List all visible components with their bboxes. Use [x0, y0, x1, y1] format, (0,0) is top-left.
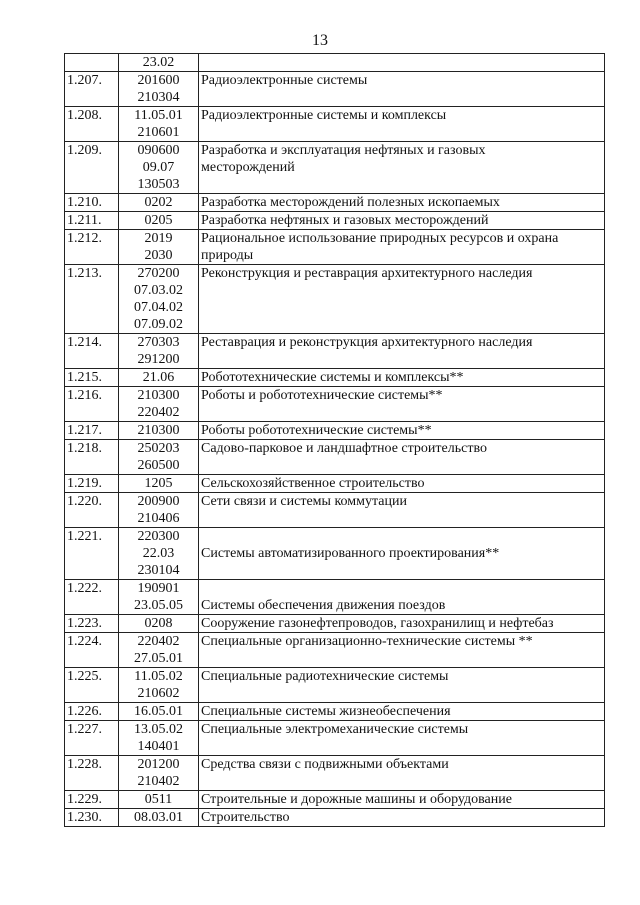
specialty-codes	[119, 387, 199, 422]
specialty-code: 07.09.02	[134, 317, 183, 332]
specialty-name-line	[201, 580, 602, 597]
specialty-code: 210601	[137, 125, 180, 140]
specialty-code: 210402	[137, 774, 180, 789]
specialty-name-line: Реставрация и реконструкция архитектурного наследия	[201, 335, 533, 350]
specialty-code: 0202	[144, 195, 173, 210]
specialty-name-line: Сооружение газонефтепроводов, газохранилищ и нефтебаз	[201, 616, 554, 631]
row-number: 1.220.	[65, 493, 119, 528]
specialty-codes	[119, 809, 199, 827]
specialty-code: 11.05.01	[134, 108, 183, 123]
specialty-name-line: месторождений	[201, 160, 295, 175]
specialty-codes	[119, 265, 199, 334]
table-row	[65, 334, 605, 369]
specialty-name	[199, 387, 605, 422]
specialty-name	[199, 791, 605, 809]
specialty-name	[199, 475, 605, 493]
specialty-code: 270200	[137, 266, 180, 281]
specialty-code: 0208	[144, 616, 173, 631]
specialty-name	[199, 633, 605, 668]
specialty-code: 21.06	[142, 370, 175, 385]
specialty-codes	[119, 633, 199, 668]
specialty-code: 200900	[137, 494, 180, 509]
table-row	[65, 633, 605, 668]
table-row	[65, 265, 605, 334]
specialty-name-line: Разработка и эксплуатация нефтяных и газовых	[201, 143, 486, 158]
specialty-name	[199, 230, 605, 265]
table-row	[65, 528, 605, 580]
specialty-code: 2019	[144, 231, 173, 246]
row-number: 1.221.	[65, 528, 119, 580]
row-number: 1.228.	[65, 756, 119, 791]
specialty-name-line: Садово-парковое и ландшафтное строительство	[201, 441, 487, 456]
table-row	[65, 230, 605, 265]
specialty-name-line: Разработка нефтяных и газовых месторождений	[201, 213, 489, 228]
specialty-code: 201200	[137, 757, 180, 772]
specialty-name	[199, 194, 605, 212]
row-number: 1.222.	[65, 580, 119, 615]
row-number: 1.218.	[65, 440, 119, 475]
table-row	[65, 809, 605, 827]
page-number: 13	[312, 32, 328, 49]
specialty-codes	[119, 615, 199, 633]
row-number	[65, 54, 119, 72]
specialty-code: 23.05.05	[134, 598, 183, 613]
specialty-name-line: Строительство	[201, 810, 290, 825]
specialty-code: 230104	[137, 563, 180, 578]
table-row	[65, 703, 605, 721]
specialty-code: 220402	[137, 405, 180, 420]
specialty-codes	[119, 475, 199, 493]
row-number: 1.215.	[65, 369, 119, 387]
specialty-name	[199, 580, 605, 615]
specialty-codes	[119, 703, 199, 721]
specialty-name-line: Радиоэлектронные системы и комплексы	[201, 108, 447, 123]
row-number: 1.230.	[65, 809, 119, 827]
specialty-code: 291200	[137, 352, 180, 367]
specialty-codes	[119, 142, 199, 194]
specialty-code: 16.05.01	[134, 704, 183, 719]
specialty-code: 0511	[144, 792, 173, 807]
specialty-codes	[119, 791, 199, 809]
specialty-code: 210300	[137, 388, 180, 403]
specialty-name	[199, 334, 605, 369]
row-number: 1.210.	[65, 194, 119, 212]
specialty-name	[199, 422, 605, 440]
table-row	[65, 580, 605, 615]
row-number: 1.208.	[65, 107, 119, 142]
specialty-name	[199, 212, 605, 230]
row-number: 1.219.	[65, 475, 119, 493]
specialty-code: 09.07	[142, 160, 175, 175]
specialty-code: 07.03.02	[134, 283, 183, 298]
specialty-code: 210406	[137, 511, 180, 526]
specialty-name-line: Сети связи и системы коммутации	[201, 494, 407, 509]
specialty-name-line: Роботы и робототехнические системы**	[201, 388, 443, 403]
specialty-code: 201600	[137, 73, 180, 88]
specialty-code: 2030	[144, 248, 173, 263]
row-number: 1.209.	[65, 142, 119, 194]
row-number: 1.213.	[65, 265, 119, 334]
specialty-codes	[119, 369, 199, 387]
specialty-code: 1205	[144, 476, 173, 491]
specialty-name-line: Системы автоматизированного проектирования**	[201, 546, 500, 561]
specialty-name-line	[201, 54, 602, 71]
specialty-codes	[119, 422, 199, 440]
specialty-codes	[119, 721, 199, 756]
specialty-codes	[119, 54, 199, 72]
row-number: 1.223.	[65, 615, 119, 633]
specialty-codes	[119, 230, 199, 265]
row-number: 1.214.	[65, 334, 119, 369]
table-row	[65, 475, 605, 493]
table-row	[65, 142, 605, 194]
specialty-name-line: Строительные и дорожные машины и оборудование	[201, 792, 512, 807]
specialty-code: 27.05.01	[134, 651, 183, 666]
table-row	[65, 668, 605, 703]
specialty-code: 0205	[144, 213, 173, 228]
specialty-code: 22.03	[142, 546, 175, 561]
specialty-code: 13.05.02	[134, 722, 183, 737]
row-number: 1.225.	[65, 668, 119, 703]
specialty-codes	[119, 107, 199, 142]
specialty-name-line	[201, 528, 602, 545]
row-number: 1.227.	[65, 721, 119, 756]
specialty-codes	[119, 756, 199, 791]
specialty-name-line: Разработка месторождений полезных ископаемых	[201, 195, 500, 210]
specialty-codes	[119, 212, 199, 230]
specialty-name-line: Робототехнические системы и комплексы**	[201, 370, 464, 385]
table-row	[65, 721, 605, 756]
table-row	[65, 212, 605, 230]
specialty-name-line: Системы обеспечения движения поездов	[201, 598, 446, 613]
row-number: 1.207.	[65, 72, 119, 107]
row-number: 1.216.	[65, 387, 119, 422]
specialty-name	[199, 809, 605, 827]
specialty-code: 08.03.01	[134, 810, 183, 825]
specialty-name-line: природы	[201, 248, 254, 263]
table-row	[65, 72, 605, 107]
specialty-name	[199, 756, 605, 791]
specialty-name-line: Рациональное использование природных ресурсов и охрана	[201, 231, 559, 246]
specialty-codes	[119, 528, 199, 580]
table-body	[65, 54, 605, 827]
specialty-codes	[119, 493, 199, 528]
specialty-name	[199, 493, 605, 528]
specialty-name	[199, 142, 605, 194]
table-row	[65, 615, 605, 633]
specialty-codes	[119, 334, 199, 369]
specialty-name-line: Роботы робототехнические системы**	[201, 423, 432, 438]
specialty-code: 210602	[137, 686, 180, 701]
row-number: 1.224.	[65, 633, 119, 668]
specialty-code: 07.04.02	[134, 300, 183, 315]
table-row	[65, 791, 605, 809]
specialty-codes	[119, 194, 199, 212]
specialty-code: 090600	[137, 143, 180, 158]
table-row	[65, 422, 605, 440]
specialty-name	[199, 615, 605, 633]
table-row	[65, 107, 605, 142]
specialty-name	[199, 265, 605, 334]
specialty-code: 250203	[137, 441, 180, 456]
table-row	[65, 756, 605, 791]
specialty-name-line: Специальные организационно-технические системы **	[201, 634, 533, 649]
specialty-code: 220402	[137, 634, 180, 649]
specialty-code: 210304	[137, 90, 180, 105]
specialty-codes	[119, 668, 199, 703]
specialty-code: 210300	[137, 423, 180, 438]
specialty-name	[199, 440, 605, 475]
specialty-name	[199, 369, 605, 387]
row-number: 1.211.	[65, 212, 119, 230]
specialty-code: 23.02	[142, 55, 175, 70]
specialty-codes	[119, 440, 199, 475]
row-number: 1.229.	[65, 791, 119, 809]
specialty-name	[199, 528, 605, 580]
row-number: 1.217.	[65, 422, 119, 440]
table-row	[65, 369, 605, 387]
specialty-name-line: Специальные радиотехнические системы	[201, 669, 449, 684]
specialty-name	[199, 668, 605, 703]
specialty-code: 190901	[137, 581, 180, 596]
specialty-name	[199, 54, 605, 72]
specialty-name	[199, 703, 605, 721]
table-row	[65, 194, 605, 212]
specialty-codes	[119, 72, 199, 107]
specialty-name	[199, 72, 605, 107]
specialty-code: 270303	[137, 335, 180, 350]
specialty-name-line: Реконструкция и реставрация архитектурного наследия	[201, 266, 533, 281]
specialty-name-line: Средства связи с подвижными объектами	[201, 757, 449, 772]
specialty-code: 11.05.02	[134, 669, 183, 684]
specialty-name-line: Специальные системы жизнеобеспечения	[201, 704, 451, 719]
row-number: 1.226.	[65, 703, 119, 721]
specialty-code: 140401	[137, 739, 180, 754]
row-number: 1.212.	[65, 230, 119, 265]
specialty-name-line: Сельскохозяйственное строительство	[201, 476, 425, 491]
specialty-name	[199, 107, 605, 142]
specialty-name-line: Радиоэлектронные системы	[201, 73, 368, 88]
specialty-name-line: Специальные электромеханические системы	[201, 722, 469, 737]
specialty-name	[199, 721, 605, 756]
specialty-code: 220300	[137, 529, 180, 544]
table-row	[65, 54, 605, 72]
specialty-code: 130503	[137, 177, 180, 192]
table-row	[65, 493, 605, 528]
table-row	[65, 387, 605, 422]
specialty-codes	[119, 580, 199, 615]
specialty-table	[64, 53, 605, 827]
table-row	[65, 440, 605, 475]
specialty-code: 260500	[137, 458, 180, 473]
